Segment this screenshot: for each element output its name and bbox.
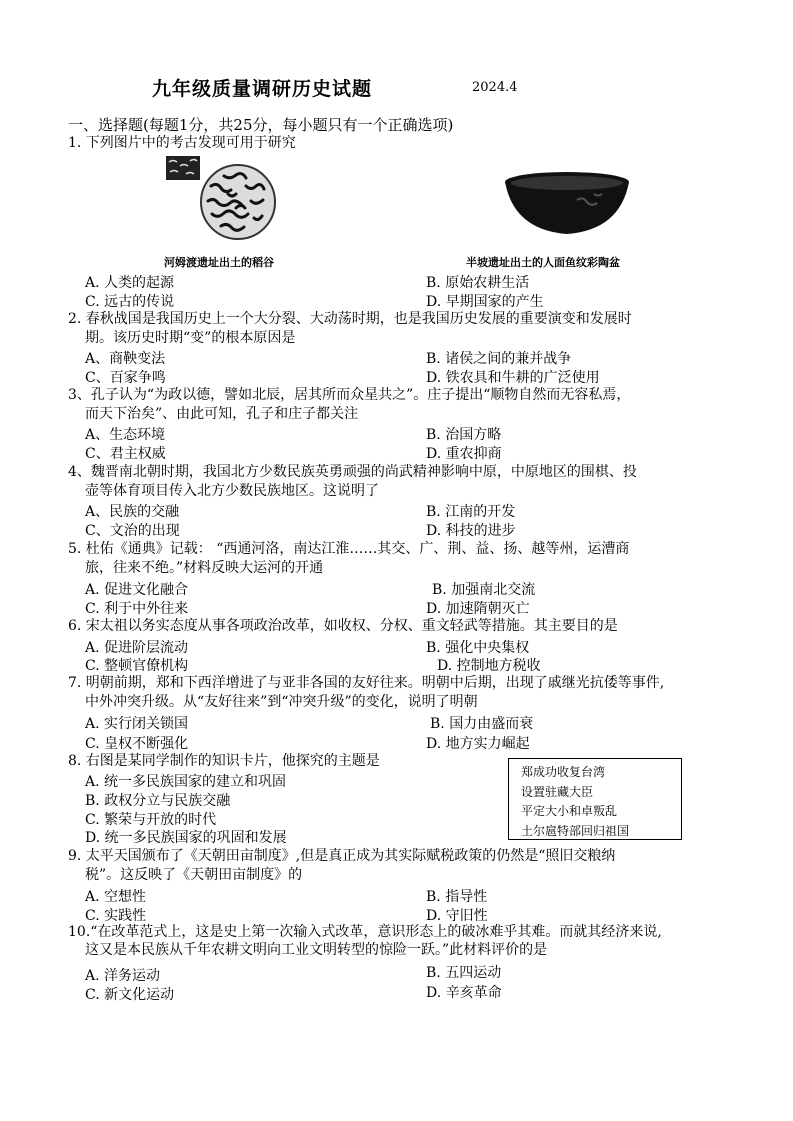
q1-option-a[interactable]: A. 人类的起源 (85, 275, 175, 291)
pottery-basin-image (502, 170, 632, 240)
q10-option-b[interactable]: B. 五四运动 (426, 965, 502, 981)
q3-option-a[interactable]: A、生态环境 (85, 427, 166, 443)
question-2-stem-cont: 期。该历史时期“变”的根本原因是 (85, 330, 296, 346)
card-item: 设置驻藏大臣 (521, 784, 594, 799)
section-heading: 一、选择题(每题1分，共25分，每小题只有一个正确选项) (68, 116, 454, 134)
q2-option-c[interactable]: C、百家争鸣 (85, 370, 166, 386)
q1-option-b[interactable]: B. 原始农耕生活 (426, 275, 530, 291)
question-5-stem: 5. 杜佑《通典》记载： “西通河洛，南达江淮……其交、广、荆、益、扬、越等州，运漕商 (68, 541, 630, 557)
q7-option-a[interactable]: A. 实行闭关锁国 (85, 716, 189, 732)
q6-option-c[interactable]: C. 整顿官僚机构 (85, 658, 189, 674)
question-4-stem-cont: 壶等体育项目传入北方少数民族地区。这说明了 (85, 483, 379, 499)
page-title: 九年级质量调研历史试题 (152, 78, 373, 100)
q8-option-b[interactable]: B. 政权分立与民族交融 (85, 793, 231, 809)
question-7-stem: 7. 明朝前期，郑和下西洋增进了与亚非各国的友好往来。明朝中后期，出现了戚继光抗倭等事件, (68, 675, 665, 691)
question-5-stem-cont: 旅，往来不绝。”材料反映大运河的开通 (85, 560, 324, 576)
q9-option-d[interactable]: D. 守旧性 (426, 908, 488, 924)
q10-option-a[interactable]: A. 洋务运动 (85, 968, 161, 984)
question-6-stem: 6. 宋太祖以务实态度从事各项政治改革，如收权、分权、重文轻武等措施。其主要目的是 (68, 618, 618, 634)
q1-option-d[interactable]: D. 早期国家的产生 (426, 294, 544, 310)
question-8-stem: 8. 右图是某同学制作的知识卡片，他探究的主题是 (68, 753, 380, 769)
card-item: 土尔扈特部回归祖国 (521, 823, 630, 838)
question-2-stem: 2. 春秋战国是我国历史上一个大分裂、大动荡时期，也是我国历史发展的重要演变和发展时 (68, 311, 632, 327)
q9-option-b[interactable]: B. 指导性 (426, 889, 488, 905)
q1-option-c[interactable]: C. 远古的传说 (85, 294, 175, 310)
q5-option-a[interactable]: A. 促进文化融合 (85, 582, 189, 598)
q3-option-b[interactable]: B. 治国方略 (426, 427, 502, 443)
q9-option-c[interactable]: C. 实践性 (85, 908, 147, 924)
q5-option-b[interactable]: B. 加强南北交流 (432, 582, 536, 598)
question-3-stem: 3、孔子认为“为政以德，譬如北辰，居其所而众星共之”。庄子提出“顺物自然而无容私焉， (68, 387, 631, 403)
card-item: 平定大小和卓叛乱 (521, 804, 618, 818)
question-7-stem-cont: 中外冲突升级。从“友好往来”到“冲突升级”的变化，说明了明朝 (85, 694, 478, 710)
question-3-stem-cont: 而天下治矣”、由此可知，孔子和庄子都关注 (85, 406, 359, 422)
question-9-stem: 9. 太平天国颁布了《天朝田亩制度》,但是真正成为其实际赋税政策的仍然是“照旧交粮纳 (68, 848, 616, 864)
q8-option-d[interactable]: D. 统一多民族国家的巩固和发展 (85, 830, 287, 846)
knowledge-card (508, 758, 682, 840)
q10-option-d[interactable]: D. 辛亥革命 (426, 985, 502, 1001)
q7-option-b[interactable]: B. 国力由盛而衰 (430, 716, 534, 732)
image-caption-pottery: 半坡遗址出土的人面鱼纹彩陶盆 (466, 256, 620, 269)
q3-option-d[interactable]: D. 重农抑商 (426, 446, 502, 462)
q4-option-d[interactable]: D. 科技的进步 (426, 523, 516, 539)
question-10-stem: 10.“在改革范式上，这是史上第一次输入式改革，意识形态上的破冰难乎其难。而就其经济来说, (68, 924, 662, 940)
q5-option-c[interactable]: C. 利于中外往来 (85, 601, 189, 617)
q6-option-a[interactable]: A. 促进阶层流动 (85, 640, 189, 656)
question-10-stem-cont: 这又是本民族从千年农耕文明向工业文明转型的惊险一跃。”此材料评价的是 (85, 942, 548, 958)
question-1-stem: 1. 下列图片中的考古发现可用于研究 (68, 135, 296, 151)
q4-option-c[interactable]: C、文治的出现 (85, 523, 180, 539)
q6-option-b[interactable]: B. 强化中央集权 (426, 640, 530, 656)
question-9-stem-cont: 税”。这反映了《天朝田亩制度》的 (85, 867, 303, 883)
exam-date: 2024.4 (472, 80, 518, 95)
q9-option-a[interactable]: A. 空想性 (85, 889, 147, 905)
image-caption-rice: 河姆渡遗址出土的稻谷 (164, 256, 274, 269)
q7-option-d[interactable]: D. 地方实力崛起 (426, 736, 530, 752)
q2-option-b[interactable]: B. 诸侯之间的兼并战争 (426, 351, 572, 367)
q2-option-a[interactable]: A、商鞅变法 (85, 351, 166, 367)
q4-option-b[interactable]: B. 江南的开发 (426, 504, 516, 520)
question-4-stem: 4、魏晋南北朝时期，我国北方少数民族英勇顽强的尚武精神影响中原，中原地区的围棋、投 (68, 464, 637, 480)
q5-option-d[interactable]: D. 加速隋朝灭亡 (426, 601, 530, 617)
q3-option-c[interactable]: C、君主权威 (85, 446, 166, 462)
q4-option-a[interactable]: A、民族的交融 (85, 504, 180, 520)
q2-option-d[interactable]: D. 铁农具和牛耕的广泛使用 (426, 370, 600, 386)
card-item: 郑成功收复台湾 (521, 765, 606, 779)
q6-option-d[interactable]: D. 控制地方税收 (437, 658, 541, 674)
q8-option-c[interactable]: C. 繁荣与开放的时代 (85, 812, 217, 828)
q8-option-a[interactable]: A. 统一多民族国家的建立和巩固 (85, 774, 287, 790)
q7-option-c[interactable]: C. 皇权不断强化 (85, 736, 189, 752)
rice-grain-image (166, 156, 276, 246)
q10-option-c[interactable]: C. 新文化运动 (85, 987, 175, 1003)
